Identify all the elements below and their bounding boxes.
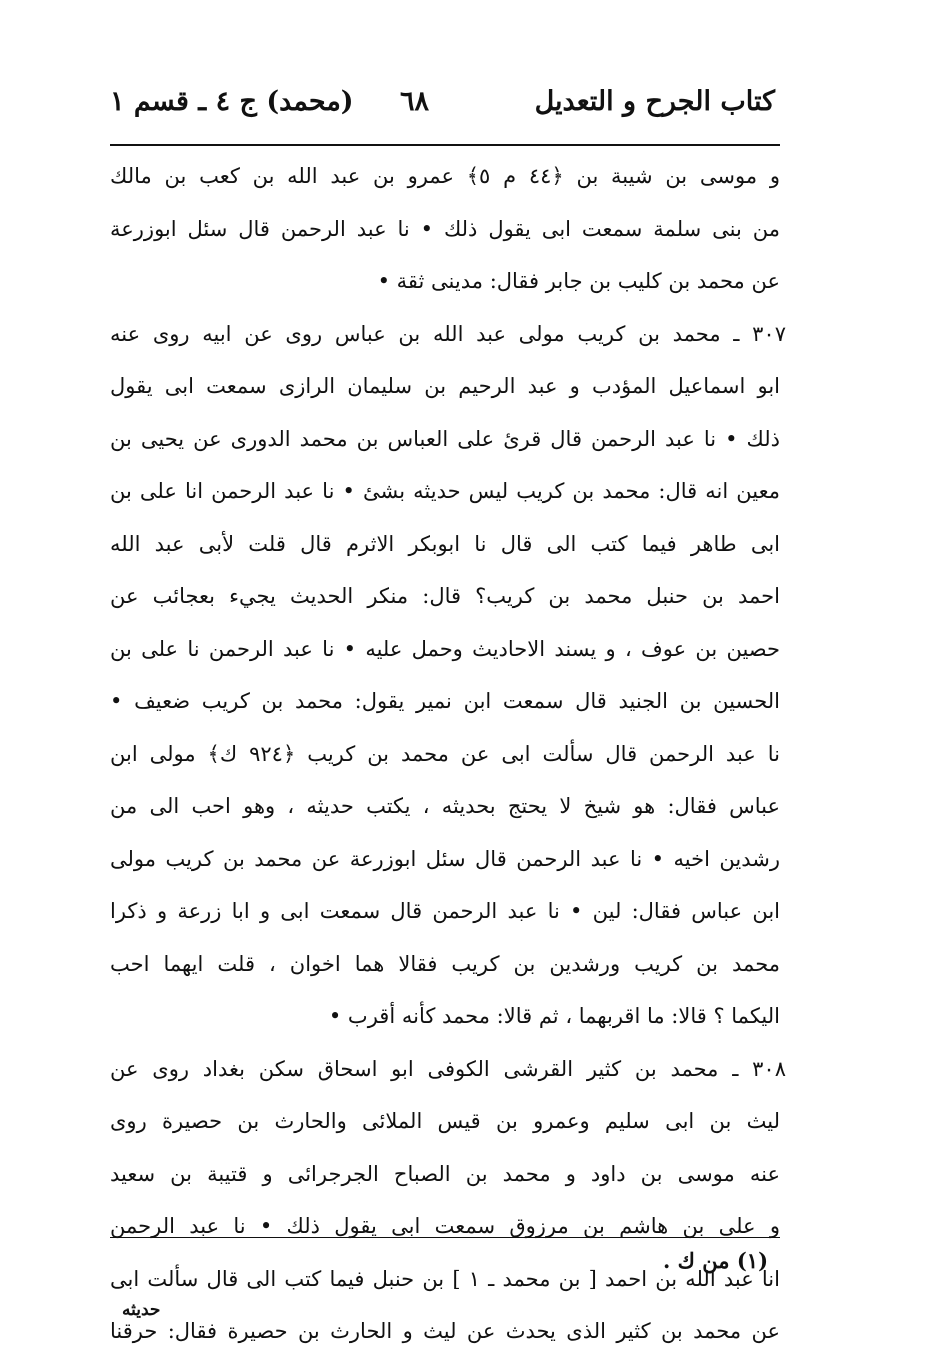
catchword: حديثه bbox=[122, 1300, 161, 1320]
volume-info: (محمد) ج ٤ ـ قسم ١ bbox=[110, 86, 354, 117]
text-line: نا عبد الرحمن قال سألت ابى عن محمد بن كريب ﴿٩٢٤ ك﴾ مولى ابن bbox=[110, 741, 780, 766]
text-line: ابو اسماعيل المؤدب و عبد الرحيم بن سليمان الرازى سمعت ابى يقول bbox=[110, 374, 780, 398]
text-line: ابن عباس فقال: لين • نا عبد الرحمن قال سمعت ابى و ابا زرعة و ذكرا bbox=[110, 899, 780, 923]
text-line: الحسين بن الجنيد قال سمعت ابن نمير يقول: محمد بن كريب ضعيف • bbox=[110, 689, 780, 713]
footnote-rule bbox=[110, 1237, 780, 1238]
text-line: حصين بن عوف ، و يسند الاحاديث وحمل عليه • نا عبد الرحمن نا على بن bbox=[110, 636, 780, 661]
text-line: عن محمد بن كليب بن جابر فقال: مدينى ثقة • bbox=[377, 269, 780, 293]
running-header bbox=[110, 86, 775, 136]
text-line: ليث بن ابى سليم وعمرو بن قيس الملائى والحارث بن حصيرة روى bbox=[110, 1109, 780, 1133]
text-line: و على بن هاشم بن مرزوق سمعت ابى يقول ذلك • نا عبد الرحمن bbox=[110, 1214, 780, 1238]
text-line: محمد بن كريب ورشدين بن كريب فقالا هما اخوان ، قلت ايهما احب bbox=[110, 951, 780, 976]
text-line: من بنى سلمة سمعت ابى يقول ذلك • نا عبد الرحمن قال سئل ابوزرعة bbox=[110, 216, 780, 241]
book-title: كتاب الجرح و التعديل bbox=[534, 86, 775, 117]
text-line: عنه موسى بن داود و محمد بن الصباح الجرجرائى و قتيبة بن سعيد bbox=[110, 1161, 780, 1186]
header-rule bbox=[110, 144, 780, 146]
text-line: انا عبد الله بن احمد [ بن محمد ـ ١ ] بن حنبل فيما كتب الى قال سألت ابى bbox=[110, 1266, 780, 1291]
footnote: (١) من ك . bbox=[663, 1248, 768, 1273]
text-line: عباس فقال: هو شيخ لا يحتج بحديثه ، يكتب حديثه ، وهو احب الى من bbox=[110, 794, 780, 818]
text-line: معين انه قال: محمد بن كريب ليس حديثه بشئ • نا عبد الرحمن انا على بن bbox=[110, 479, 780, 503]
entry-307-line: ٣٠٧ ـ محمد بن كريب مولى عبد الله بن عباس روى عن ابيه روى عنه bbox=[110, 321, 786, 346]
page-number: ٦٨ bbox=[400, 86, 430, 117]
text-line: ذلك • نا عبد الرحمن قال قرئ على العباس بن محمد الدورى عن يحيى بن bbox=[110, 426, 780, 451]
text-line: و موسى بن شيبة بن ﴿٤٤ م ٥﴾ عمرو بن عبد الله بن كعب بن مالك bbox=[110, 164, 780, 188]
entry-308-line: ٣٠٨ ـ محمد بن كثير القرشى الكوفى ابو اسحاق سكن بغداد روى عن bbox=[110, 1056, 786, 1081]
text-line: اليكما ؟ قالا: ما اقربهما ، ثم قالا: محمد كأنه أقرب • bbox=[328, 1004, 780, 1028]
text-line: احمد بن حنبل محمد بن كريب؟ قال: منكر الحديث يجيء بعجائب عن bbox=[110, 584, 780, 608]
main-text bbox=[110, 150, 786, 1358]
text-line: عن محمد بن كثير الذى يحدث عن ليث و الحارث بن حصيرة فقال: حرقنا bbox=[110, 1319, 780, 1343]
text-line: رشدين اخيه • نا عبد الرحمن قال سئل ابوزرعة عن محمد بن كريب مولى bbox=[110, 846, 780, 871]
text-line: ابى طاهر فيما كتب الى قال نا ابوبكر الاثرم قال قلت لأبى عبد الله bbox=[110, 531, 780, 556]
